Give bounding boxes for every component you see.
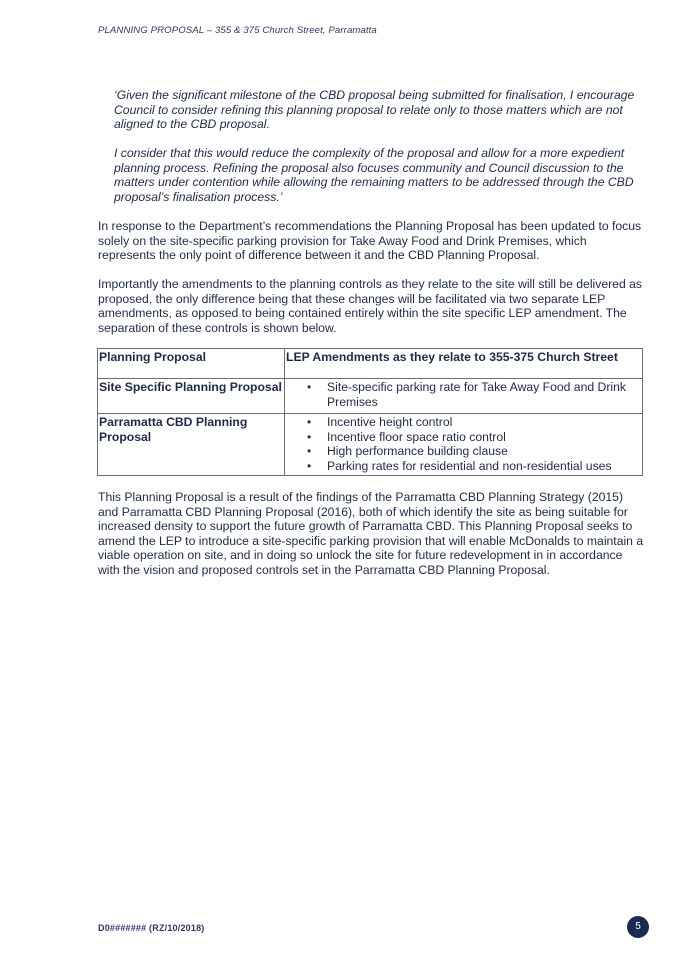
amendments-table — [97, 348, 643, 476]
table-header-lep-amendments: LEP Amendments as they relate to 355-375 Church Street — [285, 349, 643, 379]
list-item: • Incentive height control — [307, 415, 641, 430]
bullet-list — [286, 415, 641, 473]
bullet-list — [286, 380, 641, 409]
table-row-items — [285, 379, 643, 414]
table-row-items — [285, 414, 643, 476]
table-row-label: Parramatta CBD Planning Proposal — [98, 414, 285, 476]
body-paragraph-1: In response to the Department’s recommendations the Planning Proposal has been updated to focus solely on the site-specific parking provision for Take Away Food and Drink Premises, which represents the only point of difference between it and the CBD Planning Proposal. — [98, 219, 642, 263]
body-paragraph-3: This Planning Proposal is a result of the findings of the Parramatta CBD Planning Strategy (2015) and Parramatta CBD Planning Proposal (2016), both of which identify the site as being suitable for increased density to support the future growth of Parramatta CBD. This Planning Proposal seeks to amend the LEP to introduce a site-specific parking provision that will enable McDonalds to maintain a viable operation on site, and in doing so unlock the site for future redevelopment in in accordance with the vision and proposed controls set in the Parramatta CBD Planning Proposal. — [98, 490, 644, 577]
document-reference: D0####### (RZ/10/2018) — [98, 923, 205, 933]
page-number-badge: 5 — [627, 916, 649, 938]
body-paragraph-2: Importantly the amendments to the planning controls as they relate to the site will still be delivered as proposed, the only difference being that these changes will be facilitated via two separate LEP amendments, as opposed to being contained entirely within the site specific LEP amendment. The separation of these controls is shown below. — [98, 277, 642, 335]
table-header-planning-proposal: Planning Proposal — [98, 349, 285, 379]
running-header: PLANNING PROPOSAL – 355 & 375 Church Street, Parramatta — [98, 25, 377, 36]
list-item: • Parking rates for residential and non-residential uses — [307, 459, 641, 474]
list-item: • Site-specific parking rate for Take Away Food and Drink Premises — [307, 380, 641, 409]
quote-block — [114, 88, 649, 219]
table-row-label: Site Specific Planning Proposal — [98, 379, 285, 414]
list-item: • High performance building clause — [307, 444, 641, 459]
table-header-row — [98, 349, 643, 379]
table-row — [98, 379, 643, 414]
quote-paragraph-1: ‘Given the significant milestone of the CBD proposal being submitted for finalisation, I encourage Council to consider refining this planning proposal to relate only to those matters which are not aligned to the CBD proposal. — [114, 88, 635, 132]
quote-paragraph-2: I consider that this would reduce the complexity of the proposal and allow for a more expedient planning process. Refining the proposal also focuses community and Council discussion to the matters under contention while allowing the remaining matters to be addressed through the CBD proposal’s finalisation process.’ — [114, 146, 634, 204]
list-item: • Incentive floor space ratio control — [307, 430, 641, 445]
table-row — [98, 414, 643, 476]
